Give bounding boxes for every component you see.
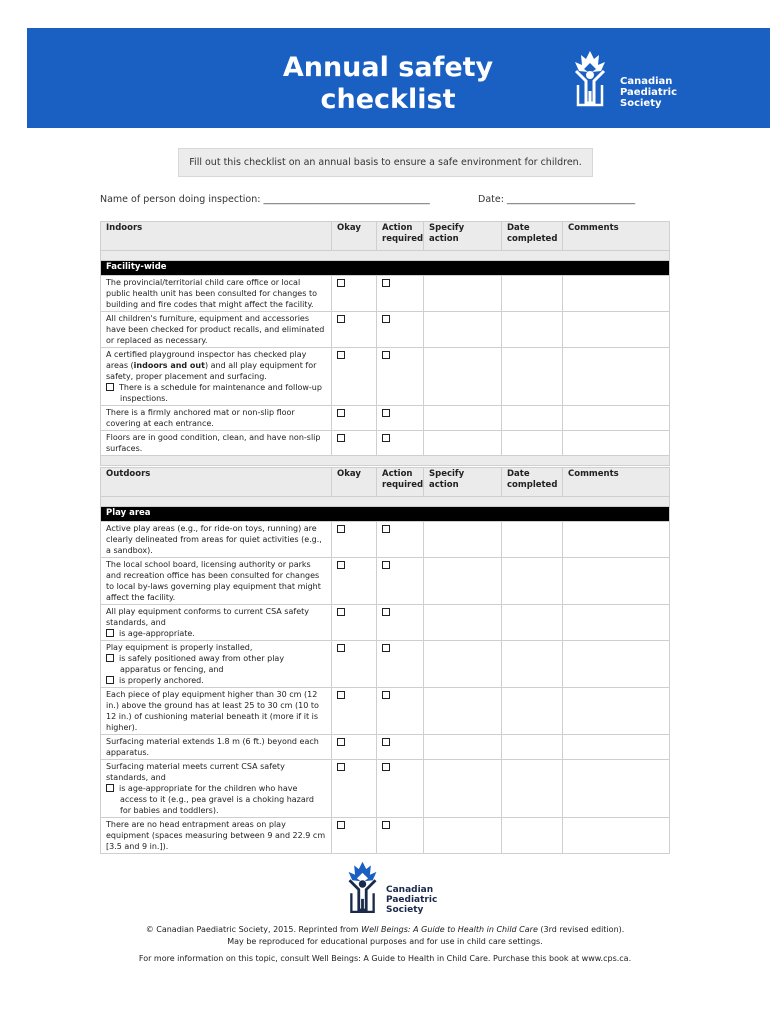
footer-org-line-2: Paediatric xyxy=(386,895,438,905)
date-completed-cell[interactable] xyxy=(502,348,563,406)
item-text xyxy=(101,641,332,688)
specify-action-cell[interactable] xyxy=(424,558,502,605)
okay-checkbox[interactable] xyxy=(337,561,345,569)
okay-checkbox[interactable] xyxy=(337,763,345,771)
item-text: The local school board, licensing authority or parks and recreation office has been consulted for changes to local by-laws governing play equipment that might affect the facility. xyxy=(101,558,332,605)
col-comments: Comments xyxy=(563,222,670,251)
table-row xyxy=(101,406,670,431)
table-row xyxy=(101,348,670,406)
action-cell xyxy=(377,276,424,312)
inspector-line xyxy=(100,194,670,205)
okay-cell xyxy=(332,348,377,406)
action-checkbox[interactable] xyxy=(382,821,390,829)
table-row xyxy=(101,605,670,641)
okay-checkbox[interactable] xyxy=(337,608,345,616)
action-cell xyxy=(377,760,424,818)
okay-checkbox[interactable] xyxy=(337,738,345,746)
action-cell xyxy=(377,522,424,558)
date-completed-cell[interactable] xyxy=(502,276,563,312)
action-cell xyxy=(377,558,424,605)
date-completed-cell[interactable] xyxy=(502,522,563,558)
col-okay: Okay xyxy=(332,222,377,251)
sub-checkbox[interactable] xyxy=(106,676,114,684)
sub-item-text: is age-appropriate. xyxy=(119,629,195,638)
indoors-header: Indoors xyxy=(101,222,332,251)
action-cell xyxy=(377,348,424,406)
sub-checkbox[interactable] xyxy=(106,383,114,391)
outdoors-header-row xyxy=(101,468,670,497)
action-checkbox[interactable] xyxy=(382,279,390,287)
action-checkbox[interactable] xyxy=(382,561,390,569)
comments-cell[interactable] xyxy=(563,312,670,348)
specify-action-cell[interactable] xyxy=(424,406,502,431)
date-completed-cell[interactable] xyxy=(502,688,563,735)
okay-cell xyxy=(332,641,377,688)
sub-item-text: is age-appropriate for the children who have access to it (e.g., pea gravel is a choking hazard for babies and toddlers). xyxy=(119,784,314,815)
item-text: All children's furniture, equipment and accessories have been checked for product recalls, and eliminated or replaced as necessary. xyxy=(101,312,332,348)
outdoors-table xyxy=(100,467,670,854)
spacer-row xyxy=(101,497,670,507)
copyright-line xyxy=(60,924,710,936)
item-text-part: All play equipment conforms to current CSA safety standards, and xyxy=(106,607,309,627)
okay-cell xyxy=(332,522,377,558)
item-text xyxy=(101,760,332,818)
item-text-part: Play equipment is properly installed, xyxy=(106,643,253,652)
comments-cell[interactable] xyxy=(563,735,670,760)
copyright-text: © Canadian Paediatric Society, 2015. Reprinted from xyxy=(145,925,362,934)
date-completed-cell[interactable] xyxy=(502,558,563,605)
action-cell xyxy=(377,605,424,641)
action-checkbox[interactable] xyxy=(382,691,390,699)
footer-copyright xyxy=(60,924,710,948)
footer-org-line-3: Society xyxy=(386,905,424,915)
action-checkbox[interactable] xyxy=(382,738,390,746)
item-text: Floors are in good condition, clean, and have non-slip surfaces. xyxy=(101,431,332,456)
specify-action-cell[interactable] xyxy=(424,760,502,818)
date-completed-cell[interactable] xyxy=(502,760,563,818)
okay-cell xyxy=(332,760,377,818)
comments-cell[interactable] xyxy=(563,348,670,406)
comments-cell[interactable] xyxy=(563,641,670,688)
col-action-required: Action required xyxy=(377,222,424,251)
action-checkbox[interactable] xyxy=(382,409,390,417)
specify-action-cell[interactable] xyxy=(424,641,502,688)
item-text: There is a firmly anchored mat or non-slip floor covering at each entrance. xyxy=(101,406,332,431)
col-okay: Okay xyxy=(332,468,377,497)
specify-action-cell[interactable] xyxy=(424,818,502,854)
specify-action-cell[interactable] xyxy=(424,605,502,641)
col-comments: Comments xyxy=(563,468,670,497)
date-completed-cell[interactable] xyxy=(502,735,563,760)
okay-checkbox[interactable] xyxy=(337,821,345,829)
col-date-completed: Date completed xyxy=(502,222,563,251)
item-text: There are no head entrapment areas on play equipment (spaces measuring between 9 and 22.9 cm [3.5 and 9 in.]). xyxy=(101,818,332,854)
col-specify-action: Specify action xyxy=(424,468,502,497)
okay-cell xyxy=(332,406,377,431)
action-cell xyxy=(377,818,424,854)
comments-cell[interactable] xyxy=(563,276,670,312)
sub-item xyxy=(106,653,326,675)
item-text: The provincial/territorial child care office or local public health unit has been consulted for changes to building and fire codes that might affect the facility. xyxy=(101,276,332,312)
footer-more-info: For more information on this topic, consult Well Beings: A Guide to Health in Child Care. Purchase this book at www.cps.ca. xyxy=(138,954,632,963)
item-text-part: A certified playground inspector has checked play areas ( xyxy=(106,350,307,370)
inspection-date-field[interactable]: Date: ___________________________ xyxy=(478,194,636,205)
outdoors-header: Outdoors xyxy=(101,468,332,497)
specify-action-cell[interactable] xyxy=(424,735,502,760)
section-play-area: Play area xyxy=(101,507,670,522)
okay-cell xyxy=(332,276,377,312)
item-text: Active play areas (e.g., for ride-on toys, running) are clearly delineated from areas for quiet activities (e.g., a sandbox). xyxy=(101,522,332,558)
specify-action-cell[interactable] xyxy=(424,312,502,348)
specify-action-cell[interactable] xyxy=(424,276,502,312)
sub-checkbox[interactable] xyxy=(106,629,114,637)
org-line-2: Paediatric xyxy=(620,87,677,98)
table-row xyxy=(101,431,670,456)
sub-item-text: is properly anchored. xyxy=(119,676,204,685)
sub-checkbox[interactable] xyxy=(106,654,114,662)
date-completed-cell[interactable] xyxy=(502,605,563,641)
table-row xyxy=(101,276,670,312)
indoors-table xyxy=(100,221,670,466)
okay-checkbox[interactable] xyxy=(337,279,345,287)
specify-action-cell[interactable] xyxy=(424,688,502,735)
col-action-required: Action required xyxy=(377,468,424,497)
comments-cell[interactable] xyxy=(563,406,670,431)
title-line-1: Annual safety xyxy=(282,52,494,83)
okay-checkbox[interactable] xyxy=(337,525,345,533)
table-row xyxy=(101,312,670,348)
item-text xyxy=(101,605,332,641)
action-cell xyxy=(377,735,424,760)
inspector-name-field[interactable]: Name of person doing inspection: ___________________________________ xyxy=(100,194,430,205)
okay-cell xyxy=(332,312,377,348)
action-checkbox[interactable] xyxy=(382,434,390,442)
table-row xyxy=(101,522,670,558)
date-completed-cell[interactable] xyxy=(502,431,563,456)
section-row xyxy=(101,507,670,522)
sub-item-text: is safely positioned away from other play apparatus or fencing, and xyxy=(119,654,285,674)
comments-cell[interactable] xyxy=(563,522,670,558)
specify-action-cell[interactable] xyxy=(424,348,502,406)
okay-checkbox[interactable] xyxy=(337,691,345,699)
sub-checkbox[interactable] xyxy=(106,784,114,792)
okay-cell xyxy=(332,818,377,854)
page-title xyxy=(268,52,508,116)
comments-cell[interactable] xyxy=(563,688,670,735)
date-completed-cell[interactable] xyxy=(502,641,563,688)
okay-cell xyxy=(332,431,377,456)
okay-cell xyxy=(332,605,377,641)
action-checkbox[interactable] xyxy=(382,525,390,533)
copyright-edition: (3rd revised edition). xyxy=(537,925,625,934)
table-row xyxy=(101,641,670,688)
action-cell xyxy=(377,431,424,456)
comments-cell[interactable] xyxy=(563,558,670,605)
comments-cell[interactable] xyxy=(563,818,670,854)
comments-cell[interactable] xyxy=(563,760,670,818)
okay-checkbox[interactable] xyxy=(337,351,345,359)
comments-cell[interactable] xyxy=(563,605,670,641)
footer-org-line-1: Canadian xyxy=(386,885,434,895)
okay-checkbox[interactable] xyxy=(337,434,345,442)
specify-action-cell[interactable] xyxy=(424,522,502,558)
table-row xyxy=(101,818,670,854)
table-row xyxy=(101,688,670,735)
action-checkbox[interactable] xyxy=(382,763,390,771)
comments-cell[interactable] xyxy=(563,431,670,456)
action-cell xyxy=(377,688,424,735)
book-title: Well Beings: A Guide to Health in Child Care xyxy=(361,925,538,934)
item-text: Each piece of play equipment higher than 30 cm (12 in.) above the ground has at least 25 to 30 cm (10 to 12 in.) of cushioning material beneath it (more if it is higher). xyxy=(101,688,332,735)
section-row xyxy=(101,261,670,276)
reproduce-note: May be reproduced for educational purposes and for use in child care settings. xyxy=(227,937,543,946)
spacer-row xyxy=(101,251,670,261)
action-checkbox[interactable] xyxy=(382,608,390,616)
sub-item xyxy=(106,783,326,816)
action-cell xyxy=(377,312,424,348)
item-text: Surfacing material extends 1.8 m (6 ft.) beyond each apparatus. xyxy=(101,735,332,760)
title-line-2: checklist xyxy=(320,84,456,115)
date-completed-cell[interactable] xyxy=(502,818,563,854)
item-text-bold: indoors and out xyxy=(133,361,205,370)
okay-checkbox[interactable] xyxy=(337,409,345,417)
col-specify-action: Specify action xyxy=(424,222,502,251)
spacer-row xyxy=(101,456,670,466)
org-line-3: Society xyxy=(620,98,662,109)
action-checkbox[interactable] xyxy=(382,644,390,652)
okay-checkbox[interactable] xyxy=(337,644,345,652)
sub-item-text: There is a schedule for maintenance and follow-up inspections. xyxy=(119,383,322,403)
sub-item xyxy=(106,675,326,686)
specify-action-cell[interactable] xyxy=(424,431,502,456)
item-text xyxy=(101,348,332,406)
table-row xyxy=(101,735,670,760)
table-row xyxy=(101,760,670,818)
header-org-name xyxy=(620,76,677,109)
intro-box: Fill out this checklist on an annual basis to ensure a safe environment for children. xyxy=(178,148,593,177)
item-text-part: ) and all play equipment for safety, proper placement and surfacing. xyxy=(106,361,317,381)
action-cell xyxy=(377,641,424,688)
okay-cell xyxy=(332,735,377,760)
okay-checkbox[interactable] xyxy=(337,315,345,323)
action-cell xyxy=(377,406,424,431)
date-completed-cell[interactable] xyxy=(502,312,563,348)
table-row xyxy=(101,558,670,605)
org-line-1: Canadian xyxy=(620,76,673,87)
action-checkbox[interactable] xyxy=(382,351,390,359)
col-date-completed: Date completed xyxy=(502,468,563,497)
sub-item xyxy=(106,382,326,404)
sub-item xyxy=(106,628,326,639)
indoors-header-row xyxy=(101,222,670,251)
date-completed-cell[interactable] xyxy=(502,406,563,431)
action-checkbox[interactable] xyxy=(382,315,390,323)
section-facility-wide: Facility-wide xyxy=(101,261,670,276)
okay-cell xyxy=(332,558,377,605)
footer-org-name xyxy=(386,885,437,915)
item-text-part: Surfacing material meets current CSA safety standards, and xyxy=(106,762,285,782)
okay-cell xyxy=(332,688,377,735)
